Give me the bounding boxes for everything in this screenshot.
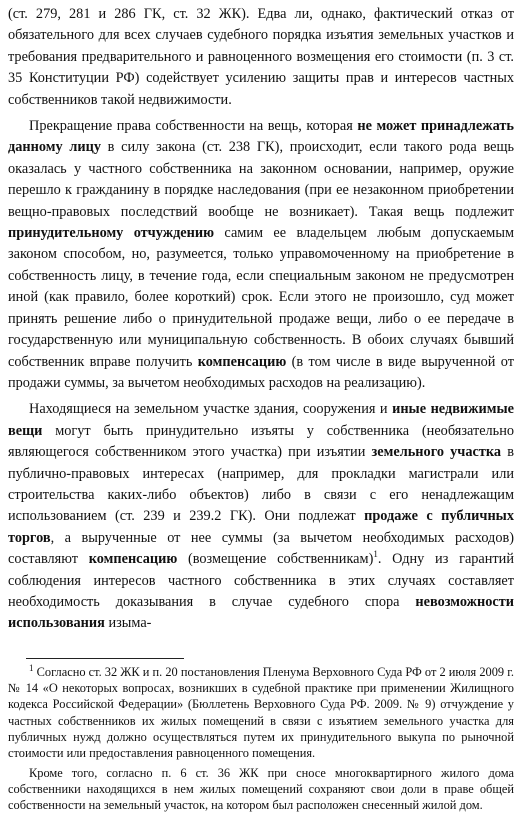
bold-term: иные недвижимые вещи bbox=[8, 401, 514, 439]
footnote-mark: 1 bbox=[29, 662, 34, 673]
bold-term: продаже с публичных торгов bbox=[8, 508, 514, 546]
footnote-1-continued: Кроме того, согласно п. 6 ст. 36 ЖК при сносе многоквартирного жилого дома собственники находящихся в нем жилых помещений сохраняют свои доли в праве общей собственности на земельный участок, на котором был расположен снесенный жилой дом. bbox=[8, 765, 514, 813]
paragraph-2 bbox=[8, 116, 514, 394]
bold-term: невозможности использования bbox=[8, 593, 514, 632]
text-run: могут быть принудительно изъяты у собственника (необязательно являющегося собственником этого участка) при изъятии bbox=[8, 422, 514, 461]
bold-term: компенсацию bbox=[197, 353, 287, 370]
main-text bbox=[8, 4, 514, 635]
footnote-divider bbox=[26, 658, 184, 659]
text-run: Находящиеся на земельном участке здания, сооружения и bbox=[29, 401, 393, 418]
footnote-text: Согласно ст. 32 ЖК и п. 20 постановления Пленума Верховного Суда РФ от 2 июля 2009 г. № 14 «О некоторых вопросах, возникших в судебной практике при применении Жилищного кодекса Российской Федерации» (Бюллетень Верховного Суда РФ. 2009. № 9) отчуждение у частных собственников их жилых помещений в связи с изъятием земельного участка для публичных нужд должно осуществляться путем их принудительного выкупа по рыночной стоимости или предоставления равноценного помещения. bbox=[8, 664, 514, 761]
text-run: изыма- bbox=[104, 615, 152, 632]
bold-term: компенсацию bbox=[88, 551, 178, 568]
text-run: в силу закона (ст. 238 ГК), происходит, если такого рода вещь оказалась у частного собственника на законном основании, например, оружие перешло к гражданину в порядке наследования (при ее незаконном приобретении вещно-правовых последствий вообще не возникает). Такая вещь подлежит bbox=[8, 139, 514, 220]
paragraph-3 bbox=[8, 399, 514, 634]
bold-term: принудительному отчуждению bbox=[8, 225, 215, 242]
text-run: самим ее владельцем любым допускаемым законом способом, но, разумеется, только управомоченному на приобретение в собственность лицу, в течение года, если специальным законом не предусмотрен иной (как правило, более короткий) срок. Если этого не произошло, суд может принять решение либо о принудительной продаже вещи, либо о ее передаче в государственную или муниципальную собственность. В обоих случаях бывший собственник вправе получить bbox=[8, 225, 514, 370]
footnote-reference: 1 bbox=[373, 549, 378, 560]
text-run: (в том числе в виде вырученной от продажи суммы, за вычетом необходимых расходов на реализацию). bbox=[8, 353, 514, 391]
text-run: , а вырученные от нее суммы (за вычетом необходимых расходов) составляют bbox=[8, 529, 514, 568]
bold-term: земельного участка bbox=[371, 444, 502, 461]
footnote-1 bbox=[8, 664, 514, 762]
text-run: в публично-правовых интересах (например, для прокладки магистрали или строительства каких-либо объектов) либо в связи с его ненадлежащим использованием (ст. 239 и 239.2 ГК). Они подлежат bbox=[8, 444, 514, 525]
footnotes bbox=[8, 664, 514, 813]
text-run: Прекращение права собственности на вещь, которая bbox=[29, 118, 358, 135]
bold-term: не может принадлежать данному лицу bbox=[8, 118, 514, 156]
text-run: (возмещение собственникам) bbox=[177, 551, 374, 568]
paragraph-1: (ст. 279, 281 и 286 ГК, ст. 32 ЖК). Едва ли, однако, фактический отказ от обязательного для всех случаев судебного порядка изъятия земельных участков и требования предварительного и равноценного возмещения его стоимости (п. 3 ст. 35 Конституции РФ) содействует усилению защиты прав и интересов частных собственников такой недвижимости. bbox=[8, 6, 514, 108]
text-run: . Одну из гарантий соблюдения интересов частного собственника в этих случаях составляет необходимость доказывания в случае судебного спора bbox=[8, 551, 514, 610]
